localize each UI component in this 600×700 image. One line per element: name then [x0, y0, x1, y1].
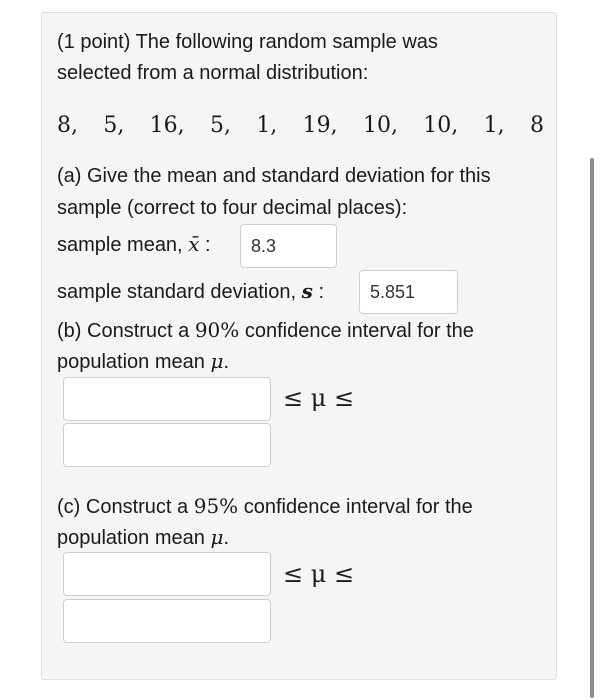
ci95-inequality: ≤ μ ≤: [283, 560, 355, 588]
ci90-inequality: ≤ μ ≤: [283, 384, 355, 412]
sample-value: 1,: [483, 113, 505, 138]
sd-colon: :: [318, 281, 324, 303]
part-b-percent: 90%: [194, 318, 240, 342]
part-b-line1: [57, 315, 474, 347]
part-c-line2: [57, 522, 229, 554]
sd-input[interactable]: 5.851: [359, 270, 458, 314]
part-c-percent: 95%: [193, 494, 239, 518]
sd-label-row: [57, 276, 324, 308]
sample-value: 1,: [256, 113, 278, 138]
part-c-prefix: (c) Construct a: [57, 496, 189, 518]
mean-input[interactable]: 8.3: [240, 224, 337, 268]
sample-value: 10,: [423, 113, 459, 138]
part-a-line1: (a) Give the mean and standard deviation for this: [57, 165, 491, 187]
part-b-period: .: [223, 351, 230, 373]
part-c-suffix: confidence interval for the: [243, 496, 473, 518]
part-b-suffix: confidence interval for the: [244, 320, 474, 342]
ci95-upper-input[interactable]: [63, 599, 271, 643]
mu-symbol: μ: [210, 525, 224, 549]
mu-symbol: μ: [210, 349, 224, 373]
ci90-upper-input[interactable]: [63, 423, 271, 467]
sample-value: 10,: [362, 113, 398, 138]
sd-symbol: s: [301, 279, 313, 303]
ci95-lower-input[interactable]: [63, 552, 271, 596]
part-a-line2: sample (correct to four decimal places):: [57, 197, 408, 219]
problem-intro-line2: selected from a normal distribution:: [57, 62, 369, 84]
sd-label: sample standard deviation,: [57, 281, 297, 303]
mean-colon: :: [205, 234, 211, 256]
sample-data: [57, 111, 544, 141]
sample-value: 8,: [57, 113, 78, 138]
part-b-population: population mean: [57, 351, 205, 373]
sample-value: 19,: [302, 113, 338, 138]
part-c-population: population mean: [57, 527, 205, 549]
part-c-line1: [57, 491, 473, 523]
part-b-line2: [57, 346, 229, 378]
part-c-period: .: [223, 527, 230, 549]
mean-label: sample mean,: [57, 234, 183, 256]
part-b-prefix: (b) Construct a: [57, 320, 190, 342]
ci90-lower-input[interactable]: [63, 377, 271, 421]
sample-value: 8: [529, 113, 544, 138]
mean-label-row: [57, 229, 211, 261]
sample-value: 16,: [149, 113, 185, 138]
vertical-scrollbar[interactable]: [590, 158, 594, 698]
sample-value: 5,: [209, 113, 231, 138]
problem-intro-line1: (1 point) The following random sample was: [57, 31, 438, 53]
mean-symbol: x̄: [188, 232, 200, 256]
sample-value: 5,: [103, 113, 125, 138]
